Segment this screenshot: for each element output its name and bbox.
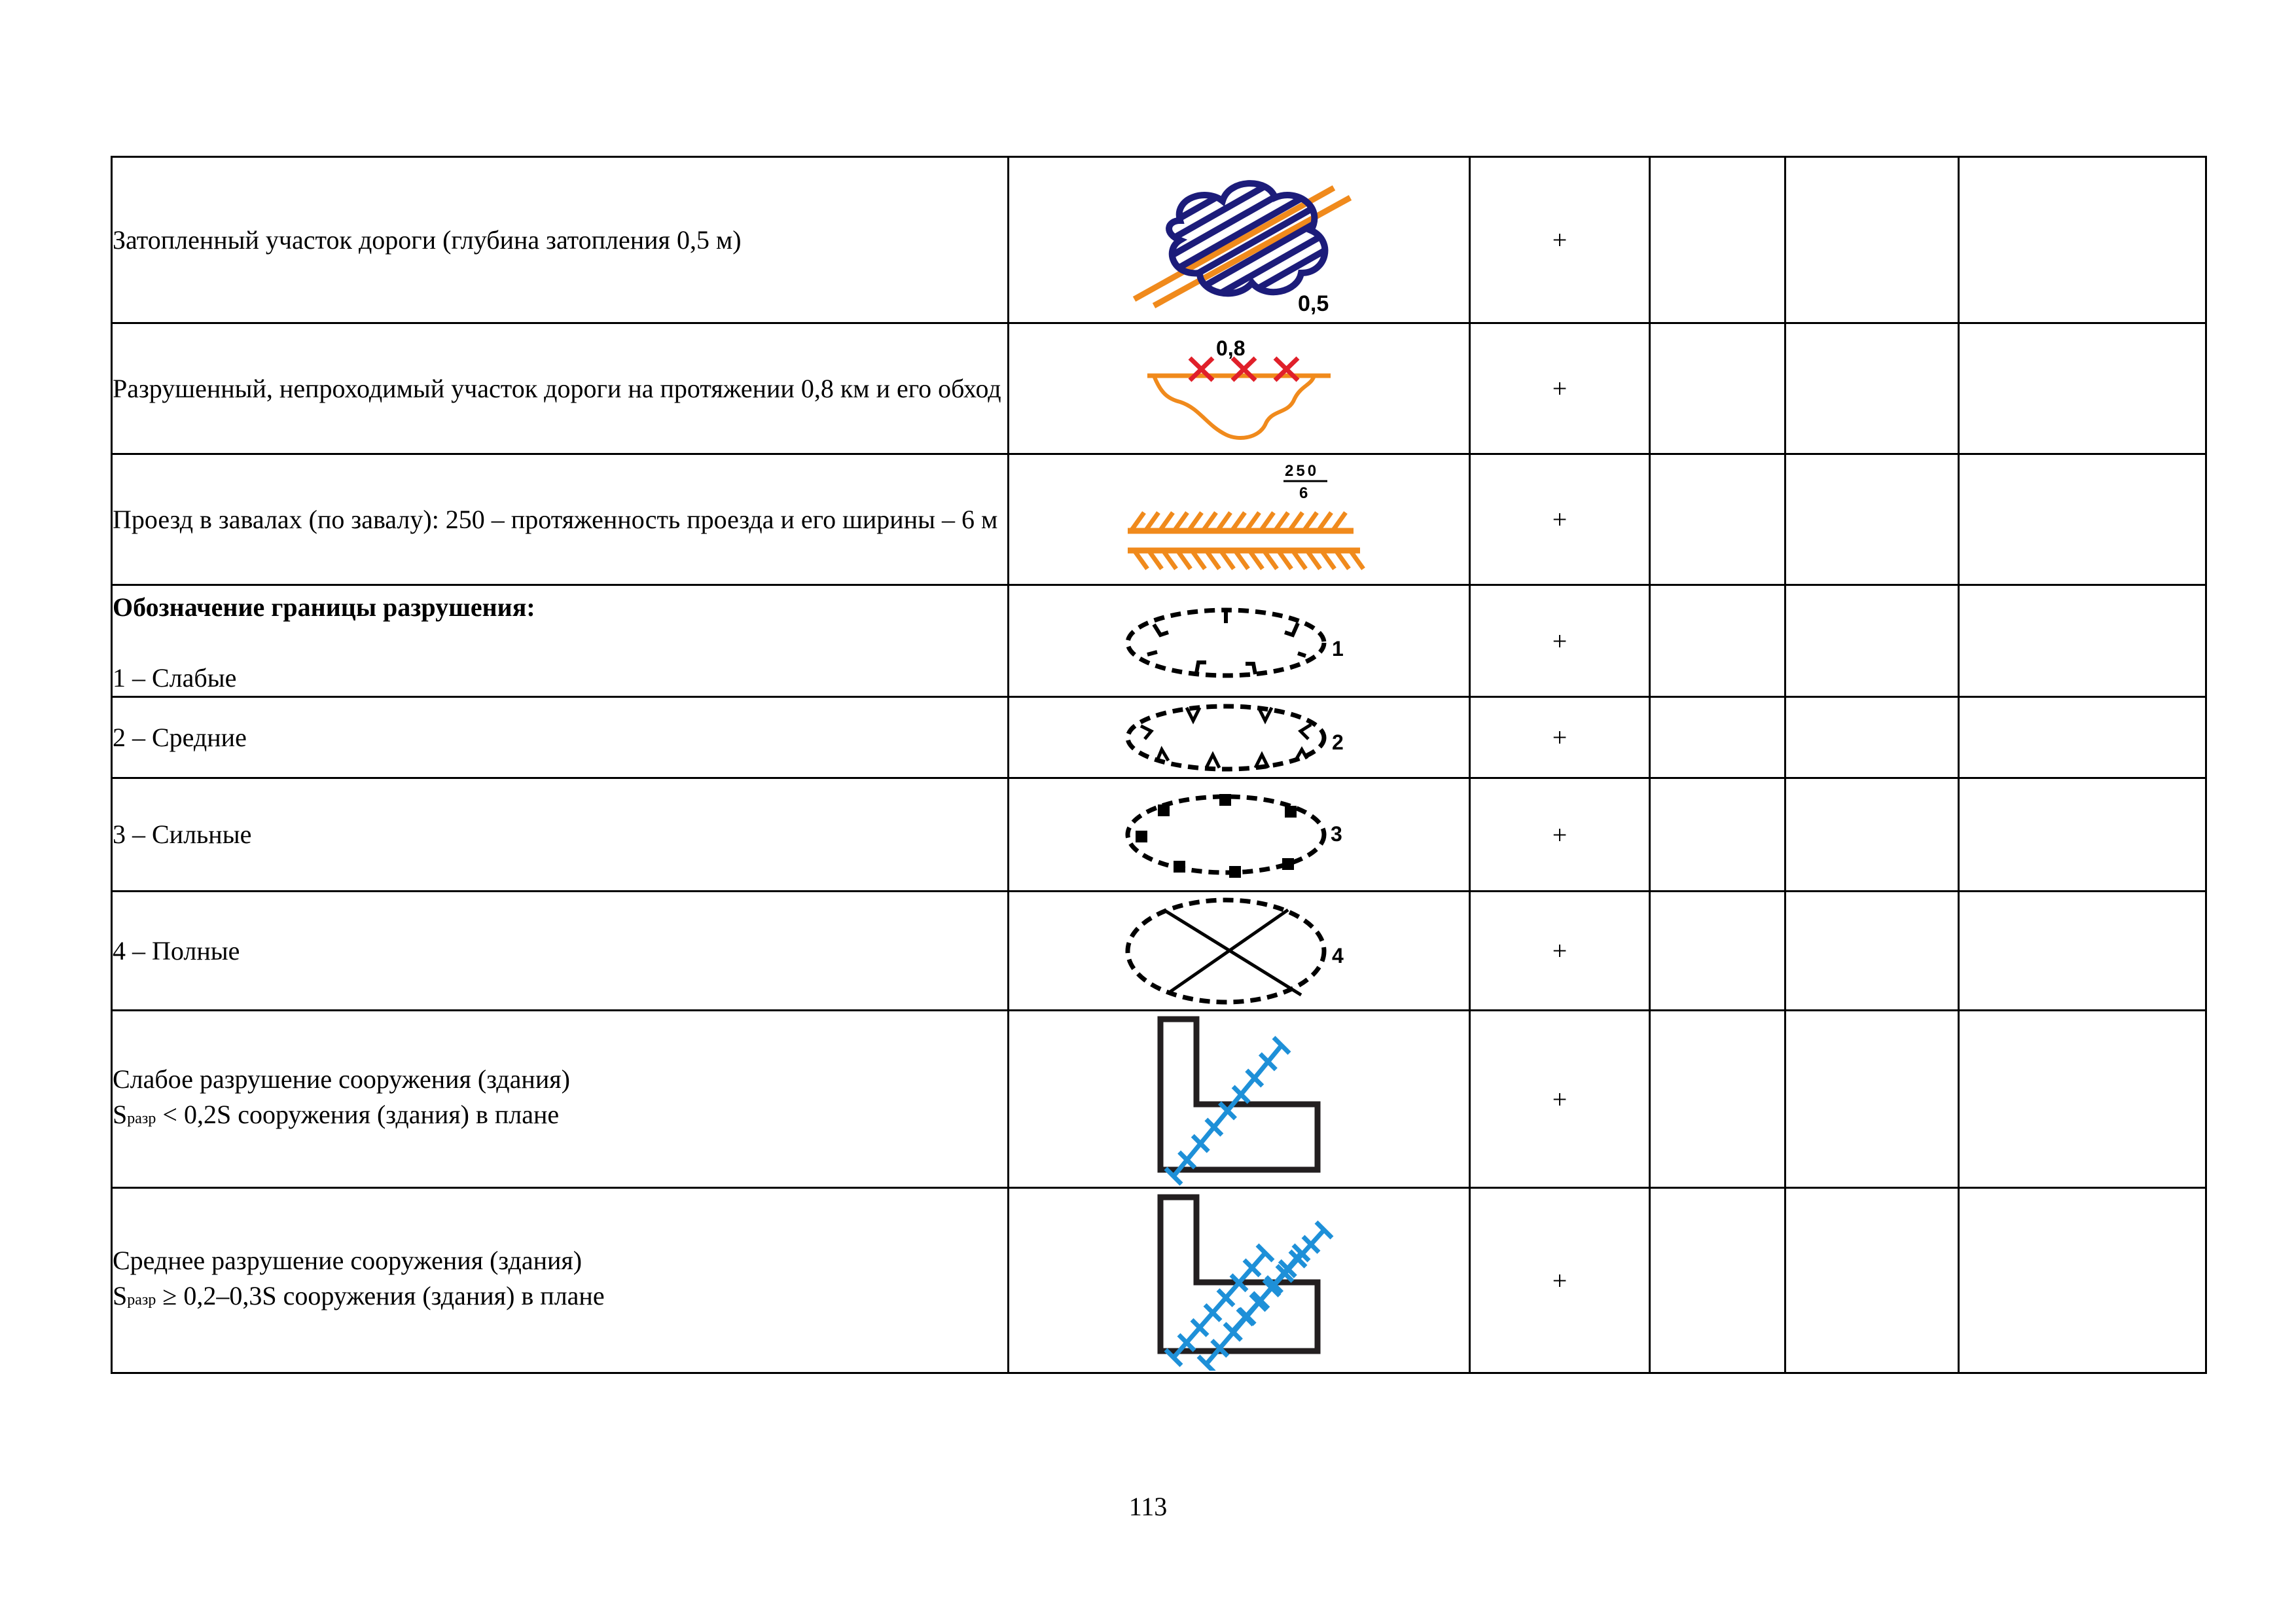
- svg-text:4: 4: [1332, 944, 1344, 967]
- table-row: [112, 778, 2206, 892]
- row-mark: +: [1470, 1188, 1650, 1373]
- building-weak-symbol: [1009, 1011, 1470, 1188]
- table-row: [112, 1011, 2206, 1188]
- table-row: [112, 1188, 2206, 1373]
- table-row: [112, 585, 2206, 697]
- boundary-complete-symbol: [1009, 892, 1470, 1011]
- table-row: [112, 697, 2206, 778]
- row-mark: +: [1470, 323, 1650, 454]
- table-row: [112, 323, 2206, 454]
- svg-text:6: 6: [1299, 484, 1308, 502]
- row-mark: +: [1470, 585, 1650, 697]
- row-description: Обозначение границы разрушения: 1 – Слабые: [112, 585, 1009, 697]
- row-description: Затопленный участок дороги (глубина затопления 0,5 м): [112, 157, 1009, 323]
- row-description: 2 – Средние: [112, 697, 1009, 778]
- row-mark: +: [1470, 697, 1650, 778]
- boundary-medium-symbol: [1009, 697, 1470, 778]
- row-mark: +: [1470, 892, 1650, 1011]
- svg-text:1: 1: [1332, 637, 1344, 660]
- row-mark: +: [1470, 778, 1650, 892]
- row-mark: +: [1470, 1011, 1650, 1188]
- row-mark: +: [1470, 454, 1650, 585]
- destroyed-road-symbol: [1009, 323, 1470, 454]
- table-row: [112, 157, 2206, 323]
- row-description: 3 – Сильные: [112, 778, 1009, 892]
- boundary-strong-symbol: [1009, 778, 1470, 892]
- row-description: 4 – Полные: [112, 892, 1009, 1011]
- flooded-road-symbol: [1009, 157, 1470, 323]
- symbols-table: [111, 156, 2207, 1374]
- table-row: [112, 892, 2206, 1011]
- svg-text:0,5: 0,5: [1298, 291, 1329, 316]
- page-number: 113: [1128, 1492, 1168, 1521]
- svg-text:0,8: 0,8: [1216, 336, 1246, 360]
- row-description: Разрушенный, непроходимый участок дороги на протяжении 0,8 км и его обход: [112, 323, 1009, 454]
- building-medium-symbol: [1009, 1188, 1470, 1373]
- svg-text:250: 250: [1285, 461, 1319, 480]
- boundary-weak-symbol: [1009, 585, 1470, 697]
- svg-text:3: 3: [1331, 822, 1342, 846]
- row-description: Среднее разрушение сооружения (здания) Sразр ≥ 0,2–0,3S сооружения (здания) в плане: [112, 1188, 1009, 1373]
- table-row: [112, 454, 2206, 585]
- row-description: Проезд в завалах (по завалу): 250 – протяженность проезда и его ширины – 6 м: [112, 454, 1009, 585]
- svg-text:2: 2: [1332, 730, 1344, 754]
- boundary-heading: Обозначение границы разрушения:: [113, 592, 535, 622]
- row-mark: +: [1470, 157, 1650, 323]
- passage-in-rubble-symbol: [1009, 454, 1470, 585]
- row-description: Слабое разрушение сооружения (здания) Sразр < 0,2S сооружения (здания) в плане: [112, 1011, 1009, 1188]
